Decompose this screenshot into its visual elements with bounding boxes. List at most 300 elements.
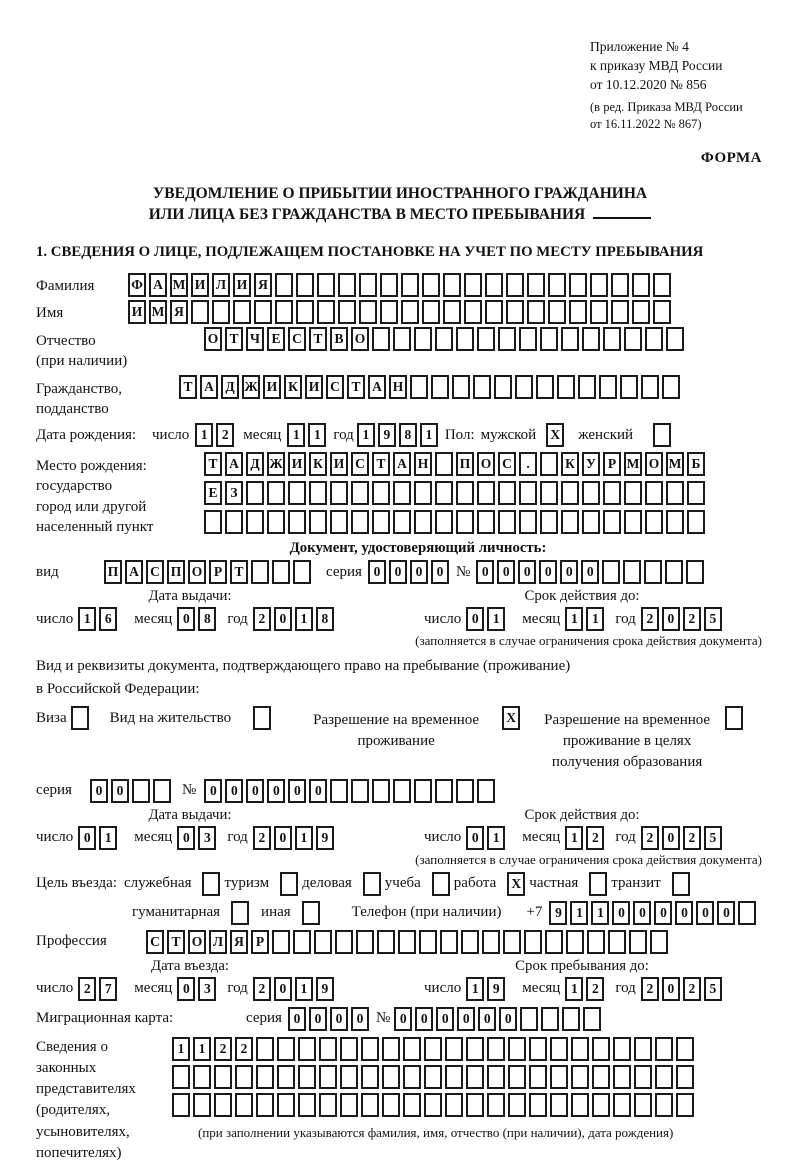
char-box[interactable] bbox=[204, 510, 222, 534]
char-box[interactable]: С bbox=[326, 375, 344, 399]
purpose-official-checkbox[interactable] bbox=[202, 872, 220, 896]
purpose-other-checkbox[interactable] bbox=[302, 901, 320, 925]
char-box[interactable] bbox=[256, 1037, 274, 1061]
char-box[interactable]: 6 bbox=[99, 607, 117, 631]
char-box[interactable]: 0 bbox=[330, 1007, 348, 1031]
char-box[interactable]: 9 bbox=[378, 423, 396, 447]
char-box[interactable]: О bbox=[188, 560, 206, 584]
char-box[interactable] bbox=[338, 300, 356, 324]
char-box[interactable] bbox=[435, 452, 453, 476]
char-box[interactable] bbox=[191, 300, 209, 324]
char-box[interactable]: 0 bbox=[431, 560, 449, 584]
char-box[interactable]: В bbox=[330, 327, 348, 351]
char-box[interactable]: . bbox=[519, 452, 537, 476]
char-box[interactable] bbox=[172, 1093, 190, 1117]
char-box[interactable]: 0 bbox=[478, 1007, 496, 1031]
form-number-blank[interactable] bbox=[593, 205, 651, 219]
residence-permit-checkbox[interactable] bbox=[253, 706, 271, 730]
char-box[interactable]: Ж bbox=[267, 452, 285, 476]
char-box[interactable] bbox=[632, 300, 650, 324]
char-box[interactable] bbox=[246, 481, 264, 505]
char-box[interactable]: 0 bbox=[246, 779, 264, 803]
char-box[interactable]: И bbox=[128, 300, 146, 324]
char-box[interactable]: 0 bbox=[274, 607, 292, 631]
char-box[interactable] bbox=[645, 510, 663, 534]
char-box[interactable] bbox=[359, 273, 377, 297]
char-box[interactable] bbox=[372, 510, 390, 534]
char-box[interactable] bbox=[330, 779, 348, 803]
char-box[interactable]: 8 bbox=[399, 423, 417, 447]
char-box[interactable] bbox=[608, 930, 626, 954]
char-box[interactable] bbox=[456, 510, 474, 534]
char-box[interactable] bbox=[550, 1037, 568, 1061]
char-box[interactable] bbox=[288, 481, 306, 505]
purpose-humanitarian-checkbox[interactable] bbox=[231, 901, 249, 925]
char-box[interactable] bbox=[624, 481, 642, 505]
char-box[interactable]: Д bbox=[221, 375, 239, 399]
char-box[interactable] bbox=[272, 930, 290, 954]
char-box[interactable] bbox=[267, 481, 285, 505]
char-box[interactable] bbox=[487, 1065, 505, 1089]
char-box[interactable] bbox=[293, 560, 311, 584]
char-box[interactable] bbox=[498, 510, 516, 534]
char-box[interactable]: 0 bbox=[78, 826, 96, 850]
char-box[interactable]: 0 bbox=[351, 1007, 369, 1031]
char-box[interactable] bbox=[611, 273, 629, 297]
char-box[interactable] bbox=[477, 481, 495, 505]
char-box[interactable]: З bbox=[225, 481, 243, 505]
char-box[interactable] bbox=[435, 327, 453, 351]
char-box[interactable]: 9 bbox=[549, 901, 567, 925]
purpose-transit-checkbox[interactable] bbox=[672, 872, 690, 896]
char-box[interactable] bbox=[361, 1093, 379, 1117]
char-box[interactable] bbox=[330, 510, 348, 534]
char-box[interactable]: 0 bbox=[90, 779, 108, 803]
char-box[interactable] bbox=[443, 300, 461, 324]
char-box[interactable] bbox=[498, 327, 516, 351]
char-box[interactable] bbox=[212, 300, 230, 324]
char-box[interactable] bbox=[356, 930, 374, 954]
char-box[interactable]: 1 bbox=[586, 607, 604, 631]
char-box[interactable] bbox=[445, 1037, 463, 1061]
char-box[interactable] bbox=[602, 560, 620, 584]
char-box[interactable] bbox=[477, 779, 495, 803]
char-box[interactable] bbox=[275, 273, 293, 297]
char-box[interactable]: 0 bbox=[368, 560, 386, 584]
char-box[interactable] bbox=[153, 779, 171, 803]
char-box[interactable] bbox=[398, 930, 416, 954]
char-box[interactable]: И bbox=[288, 452, 306, 476]
char-box[interactable] bbox=[340, 1065, 358, 1089]
char-box[interactable] bbox=[613, 1037, 631, 1061]
char-box[interactable] bbox=[473, 375, 491, 399]
char-box[interactable] bbox=[527, 300, 545, 324]
char-box[interactable] bbox=[650, 930, 668, 954]
char-box[interactable]: Б bbox=[687, 452, 705, 476]
char-box[interactable] bbox=[422, 273, 440, 297]
char-box[interactable]: 2 bbox=[214, 1037, 232, 1061]
char-box[interactable] bbox=[624, 510, 642, 534]
char-box[interactable]: 1 bbox=[466, 977, 484, 1001]
char-box[interactable] bbox=[256, 1093, 274, 1117]
char-box[interactable] bbox=[235, 1093, 253, 1117]
char-box[interactable]: А bbox=[393, 452, 411, 476]
char-box[interactable] bbox=[676, 1065, 694, 1089]
char-box[interactable] bbox=[540, 510, 558, 534]
char-box[interactable]: 2 bbox=[78, 977, 96, 1001]
char-box[interactable] bbox=[536, 375, 554, 399]
char-box[interactable]: 5 bbox=[704, 607, 722, 631]
char-box[interactable]: 9 bbox=[316, 977, 334, 1001]
char-box[interactable] bbox=[540, 452, 558, 476]
char-box[interactable] bbox=[529, 1065, 547, 1089]
char-box[interactable]: 0 bbox=[288, 779, 306, 803]
char-box[interactable] bbox=[456, 481, 474, 505]
char-box[interactable] bbox=[494, 375, 512, 399]
char-box[interactable] bbox=[582, 481, 600, 505]
char-box[interactable] bbox=[590, 273, 608, 297]
char-box[interactable] bbox=[351, 510, 369, 534]
char-box[interactable]: 0 bbox=[111, 779, 129, 803]
char-box[interactable] bbox=[361, 1065, 379, 1089]
char-box[interactable] bbox=[592, 1065, 610, 1089]
char-box[interactable] bbox=[582, 327, 600, 351]
char-box[interactable] bbox=[550, 1065, 568, 1089]
char-box[interactable]: Р bbox=[603, 452, 621, 476]
char-box[interactable] bbox=[599, 375, 617, 399]
char-box[interactable] bbox=[506, 273, 524, 297]
char-box[interactable] bbox=[571, 1065, 589, 1089]
char-box[interactable] bbox=[666, 327, 684, 351]
char-box[interactable]: 1 bbox=[295, 826, 313, 850]
char-box[interactable] bbox=[645, 481, 663, 505]
char-box[interactable]: 0 bbox=[177, 977, 195, 1001]
char-box[interactable] bbox=[464, 300, 482, 324]
char-box[interactable]: 5 bbox=[704, 826, 722, 850]
char-box[interactable] bbox=[466, 1065, 484, 1089]
char-box[interactable] bbox=[515, 375, 533, 399]
char-box[interactable] bbox=[340, 1093, 358, 1117]
char-box[interactable] bbox=[251, 560, 269, 584]
char-box[interactable]: Т bbox=[179, 375, 197, 399]
char-box[interactable]: О bbox=[645, 452, 663, 476]
char-box[interactable]: 2 bbox=[253, 977, 271, 1001]
char-box[interactable] bbox=[624, 327, 642, 351]
char-box[interactable] bbox=[587, 930, 605, 954]
char-box[interactable] bbox=[545, 930, 563, 954]
char-box[interactable]: 1 bbox=[78, 607, 96, 631]
purpose-business-checkbox[interactable] bbox=[363, 872, 381, 896]
char-box[interactable]: 0 bbox=[267, 779, 285, 803]
char-box[interactable] bbox=[393, 510, 411, 534]
char-box[interactable] bbox=[214, 1065, 232, 1089]
char-box[interactable] bbox=[382, 1093, 400, 1117]
char-box[interactable]: 0 bbox=[309, 1007, 327, 1031]
temporary-residence-checkbox[interactable]: X bbox=[502, 706, 520, 730]
char-box[interactable]: И bbox=[233, 273, 251, 297]
char-box[interactable] bbox=[620, 375, 638, 399]
char-box[interactable] bbox=[377, 930, 395, 954]
char-box[interactable]: 0 bbox=[662, 826, 680, 850]
char-box[interactable] bbox=[235, 1065, 253, 1089]
char-box[interactable]: 3 bbox=[198, 826, 216, 850]
char-box[interactable]: 1 bbox=[357, 423, 375, 447]
char-box[interactable]: 0 bbox=[274, 977, 292, 1001]
char-box[interactable]: С bbox=[498, 452, 516, 476]
char-box[interactable]: 2 bbox=[235, 1037, 253, 1061]
char-box[interactable] bbox=[498, 481, 516, 505]
char-box[interactable] bbox=[582, 510, 600, 534]
char-box[interactable] bbox=[330, 481, 348, 505]
char-box[interactable]: 9 bbox=[316, 826, 334, 850]
char-box[interactable]: 0 bbox=[466, 826, 484, 850]
char-box[interactable] bbox=[592, 1093, 610, 1117]
char-box[interactable]: 0 bbox=[654, 901, 672, 925]
char-box[interactable] bbox=[687, 481, 705, 505]
char-box[interactable]: 0 bbox=[204, 779, 222, 803]
char-box[interactable] bbox=[277, 1093, 295, 1117]
char-box[interactable] bbox=[529, 1037, 547, 1061]
char-box[interactable] bbox=[655, 1037, 673, 1061]
char-box[interactable]: Е bbox=[204, 481, 222, 505]
char-box[interactable]: А bbox=[125, 560, 143, 584]
char-box[interactable] bbox=[613, 1065, 631, 1089]
char-box[interactable]: 0 bbox=[581, 560, 599, 584]
char-box[interactable]: И bbox=[191, 273, 209, 297]
char-box[interactable] bbox=[225, 510, 243, 534]
char-box[interactable] bbox=[380, 273, 398, 297]
char-box[interactable] bbox=[464, 273, 482, 297]
char-box[interactable]: М bbox=[666, 452, 684, 476]
char-box[interactable] bbox=[272, 560, 290, 584]
char-box[interactable] bbox=[288, 510, 306, 534]
char-box[interactable] bbox=[372, 779, 390, 803]
char-box[interactable] bbox=[665, 560, 683, 584]
char-box[interactable] bbox=[466, 1093, 484, 1117]
char-box[interactable] bbox=[590, 300, 608, 324]
char-box[interactable]: 0 bbox=[675, 901, 693, 925]
char-box[interactable] bbox=[393, 481, 411, 505]
char-box[interactable]: 0 bbox=[518, 560, 536, 584]
char-box[interactable]: Т bbox=[225, 327, 243, 351]
char-box[interactable] bbox=[309, 481, 327, 505]
char-box[interactable]: 2 bbox=[683, 977, 701, 1001]
char-box[interactable]: 0 bbox=[410, 560, 428, 584]
char-box[interactable]: 1 bbox=[420, 423, 438, 447]
char-box[interactable] bbox=[655, 1093, 673, 1117]
char-box[interactable]: 8 bbox=[316, 607, 334, 631]
char-box[interactable] bbox=[431, 375, 449, 399]
char-box[interactable]: 2 bbox=[683, 607, 701, 631]
char-box[interactable]: А bbox=[200, 375, 218, 399]
char-box[interactable] bbox=[132, 779, 150, 803]
char-box[interactable] bbox=[561, 481, 579, 505]
char-box[interactable]: 0 bbox=[497, 560, 515, 584]
char-box[interactable]: 0 bbox=[539, 560, 557, 584]
char-box[interactable] bbox=[738, 901, 756, 925]
char-box[interactable] bbox=[214, 1093, 232, 1117]
char-box[interactable]: 2 bbox=[253, 826, 271, 850]
char-box[interactable]: 2 bbox=[641, 826, 659, 850]
char-box[interactable]: 5 bbox=[704, 977, 722, 1001]
char-box[interactable] bbox=[414, 481, 432, 505]
char-box[interactable] bbox=[414, 779, 432, 803]
char-box[interactable]: 1 bbox=[287, 423, 305, 447]
char-box[interactable]: 1 bbox=[487, 826, 505, 850]
char-box[interactable]: С bbox=[351, 452, 369, 476]
visa-checkbox[interactable] bbox=[71, 706, 89, 730]
char-box[interactable] bbox=[452, 375, 470, 399]
char-box[interactable]: Д bbox=[246, 452, 264, 476]
char-box[interactable]: 7 bbox=[99, 977, 117, 1001]
char-box[interactable]: Н bbox=[414, 452, 432, 476]
char-box[interactable] bbox=[193, 1093, 211, 1117]
char-box[interactable] bbox=[298, 1093, 316, 1117]
char-box[interactable] bbox=[548, 273, 566, 297]
char-box[interactable] bbox=[634, 1065, 652, 1089]
char-box[interactable]: О bbox=[188, 930, 206, 954]
char-box[interactable]: 1 bbox=[565, 977, 583, 1001]
char-box[interactable] bbox=[557, 375, 575, 399]
char-box[interactable]: М bbox=[149, 300, 167, 324]
char-box[interactable] bbox=[508, 1037, 526, 1061]
char-box[interactable]: 2 bbox=[253, 607, 271, 631]
char-box[interactable] bbox=[561, 327, 579, 351]
char-box[interactable]: М bbox=[624, 452, 642, 476]
char-box[interactable]: Ж bbox=[242, 375, 260, 399]
char-box[interactable] bbox=[424, 1065, 442, 1089]
char-box[interactable]: 1 bbox=[487, 607, 505, 631]
char-box[interactable] bbox=[603, 481, 621, 505]
char-box[interactable]: 0 bbox=[436, 1007, 454, 1031]
char-box[interactable]: О bbox=[477, 452, 495, 476]
char-box[interactable]: П bbox=[104, 560, 122, 584]
char-box[interactable] bbox=[435, 510, 453, 534]
char-box[interactable] bbox=[508, 1093, 526, 1117]
char-box[interactable]: 0 bbox=[177, 826, 195, 850]
char-box[interactable]: 0 bbox=[662, 607, 680, 631]
education-residence-checkbox[interactable] bbox=[725, 706, 743, 730]
char-box[interactable] bbox=[380, 300, 398, 324]
char-box[interactable] bbox=[361, 1037, 379, 1061]
char-box[interactable]: 0 bbox=[662, 977, 680, 1001]
char-box[interactable] bbox=[524, 930, 542, 954]
char-box[interactable] bbox=[296, 300, 314, 324]
char-box[interactable] bbox=[466, 1037, 484, 1061]
char-box[interactable] bbox=[485, 300, 503, 324]
char-box[interactable]: 0 bbox=[560, 560, 578, 584]
char-box[interactable] bbox=[487, 1037, 505, 1061]
char-box[interactable] bbox=[403, 1093, 421, 1117]
char-box[interactable]: К bbox=[309, 452, 327, 476]
char-box[interactable]: 9 bbox=[487, 977, 505, 1001]
char-box[interactable] bbox=[653, 300, 671, 324]
char-box[interactable]: П bbox=[456, 452, 474, 476]
purpose-private-checkbox[interactable] bbox=[589, 872, 607, 896]
char-box[interactable] bbox=[506, 300, 524, 324]
char-box[interactable] bbox=[503, 930, 521, 954]
char-box[interactable] bbox=[317, 300, 335, 324]
char-box[interactable]: Я bbox=[230, 930, 248, 954]
char-box[interactable] bbox=[569, 273, 587, 297]
char-box[interactable]: 1 bbox=[565, 826, 583, 850]
char-box[interactable]: 0 bbox=[499, 1007, 517, 1031]
char-box[interactable] bbox=[540, 327, 558, 351]
char-box[interactable]: 3 bbox=[198, 977, 216, 1001]
char-box[interactable] bbox=[477, 510, 495, 534]
char-box[interactable] bbox=[382, 1065, 400, 1089]
char-box[interactable]: 0 bbox=[696, 901, 714, 925]
char-box[interactable] bbox=[445, 1093, 463, 1117]
char-box[interactable] bbox=[519, 510, 537, 534]
char-box[interactable]: 0 bbox=[415, 1007, 433, 1031]
char-box[interactable] bbox=[275, 300, 293, 324]
char-box[interactable] bbox=[485, 273, 503, 297]
char-box[interactable]: А bbox=[149, 273, 167, 297]
char-box[interactable]: А bbox=[225, 452, 243, 476]
char-box[interactable] bbox=[578, 375, 596, 399]
char-box[interactable]: 1 bbox=[295, 607, 313, 631]
char-box[interactable] bbox=[613, 1093, 631, 1117]
char-box[interactable]: С bbox=[146, 930, 164, 954]
char-box[interactable] bbox=[233, 300, 251, 324]
char-box[interactable] bbox=[655, 1065, 673, 1089]
char-box[interactable]: Т bbox=[230, 560, 248, 584]
char-box[interactable] bbox=[662, 375, 680, 399]
purpose-study-checkbox[interactable] bbox=[432, 872, 450, 896]
char-box[interactable] bbox=[277, 1065, 295, 1089]
char-box[interactable] bbox=[435, 481, 453, 505]
char-box[interactable]: 0 bbox=[394, 1007, 412, 1031]
char-box[interactable] bbox=[461, 930, 479, 954]
char-box[interactable] bbox=[401, 273, 419, 297]
char-box[interactable] bbox=[541, 1007, 559, 1031]
char-box[interactable] bbox=[561, 510, 579, 534]
sex-female-checkbox[interactable] bbox=[653, 423, 671, 447]
char-box[interactable]: 0 bbox=[225, 779, 243, 803]
char-box[interactable]: 2 bbox=[216, 423, 234, 447]
char-box[interactable] bbox=[527, 273, 545, 297]
char-box[interactable]: С bbox=[146, 560, 164, 584]
char-box[interactable] bbox=[319, 1093, 337, 1117]
char-box[interactable]: Ч bbox=[246, 327, 264, 351]
char-box[interactable]: П bbox=[167, 560, 185, 584]
char-box[interactable] bbox=[487, 1093, 505, 1117]
char-box[interactable] bbox=[393, 779, 411, 803]
char-box[interactable]: Р bbox=[209, 560, 227, 584]
char-box[interactable] bbox=[298, 1037, 316, 1061]
char-box[interactable] bbox=[519, 327, 537, 351]
char-box[interactable] bbox=[571, 1037, 589, 1061]
purpose-tourism-checkbox[interactable] bbox=[280, 872, 298, 896]
char-box[interactable] bbox=[548, 300, 566, 324]
char-box[interactable] bbox=[293, 930, 311, 954]
char-box[interactable]: 1 bbox=[570, 901, 588, 925]
char-box[interactable]: Л bbox=[209, 930, 227, 954]
char-box[interactable]: Р bbox=[251, 930, 269, 954]
char-box[interactable] bbox=[623, 560, 641, 584]
char-box[interactable]: Я bbox=[170, 300, 188, 324]
char-box[interactable]: Ф bbox=[128, 273, 146, 297]
char-box[interactable]: 1 bbox=[295, 977, 313, 1001]
char-box[interactable]: Е bbox=[267, 327, 285, 351]
char-box[interactable]: 0 bbox=[274, 826, 292, 850]
char-box[interactable] bbox=[644, 560, 662, 584]
char-box[interactable] bbox=[666, 510, 684, 534]
char-box[interactable]: 1 bbox=[193, 1037, 211, 1061]
char-box[interactable] bbox=[666, 481, 684, 505]
char-box[interactable] bbox=[562, 1007, 580, 1031]
